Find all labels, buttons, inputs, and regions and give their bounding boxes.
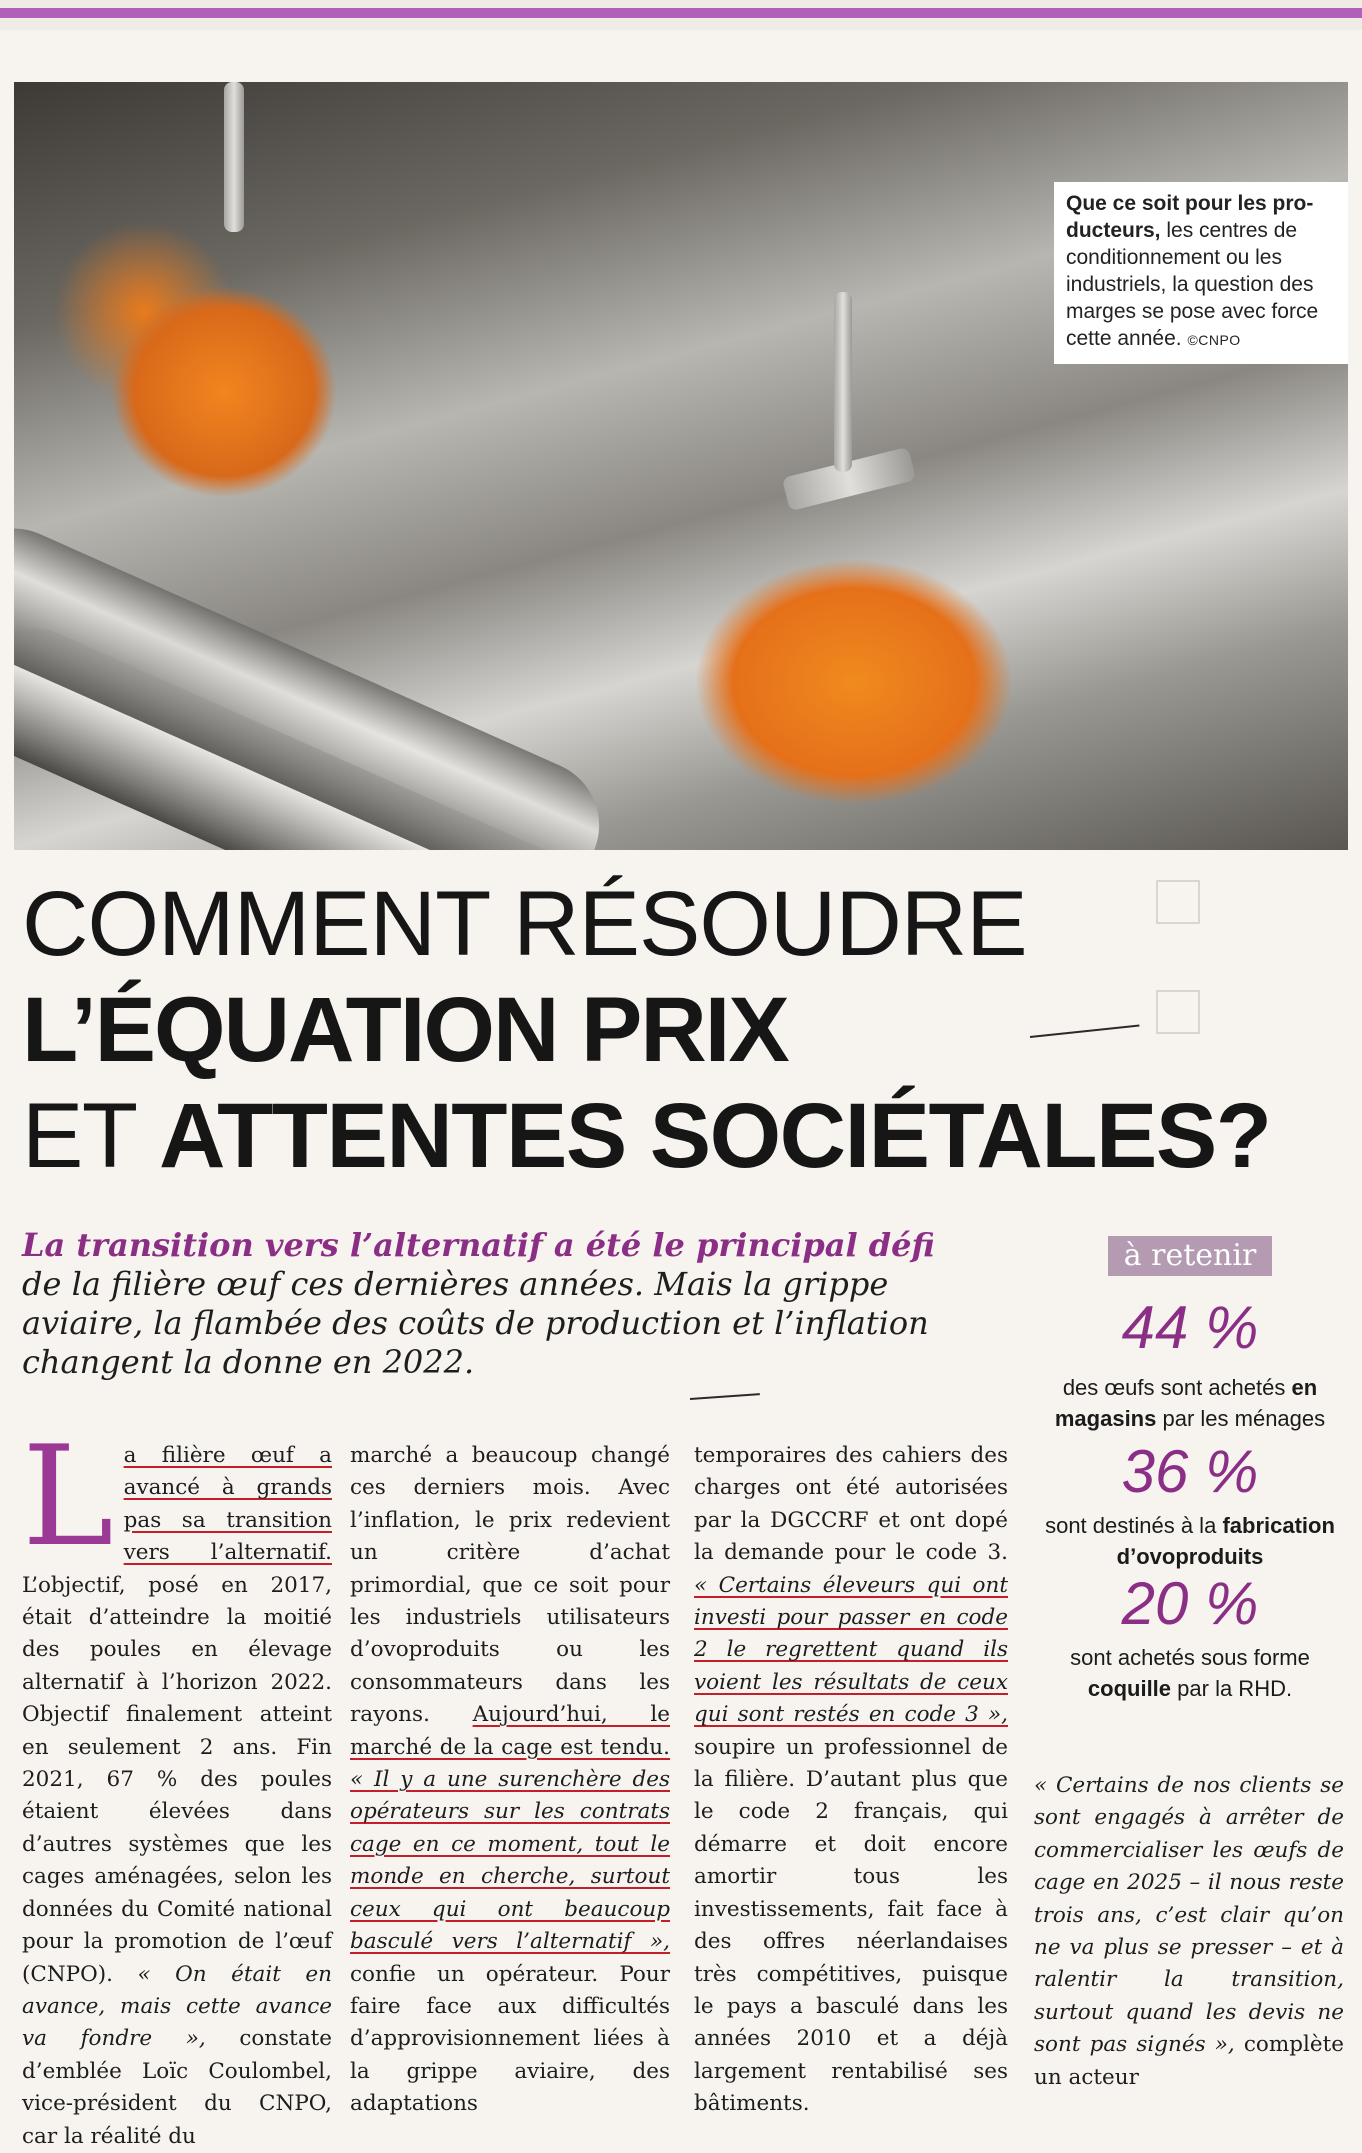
headline-line-2: L’ÉQUATION PRIX — [22, 979, 788, 1081]
stat-text-3 — [1030, 1642, 1350, 1704]
col2-underlined: Aujourd’hui, le marché de la cage est tendu. — [350, 1702, 670, 1760]
sidebar-tag: à retenir — [1108, 1236, 1272, 1276]
stat-1-post: par les ménages — [1162, 1406, 1326, 1431]
stat-text-2 — [1030, 1510, 1350, 1572]
col3-tail: soupire un professionnel de la filière. D’autant plus que le code 2 français, qui démarre et doit encore amortir tous les investissements, fait face à des offres néerlandaises très compétitives, puisque le pays a basculé dans les années 2010 et a déjà largement rentabilisé ses bâtiments. — [694, 1734, 1008, 2117]
faint-checkbox — [1156, 880, 1200, 924]
stat-3-bold: coquille — [1087, 1676, 1172, 1701]
col3-quote: « Certains éleveurs qui ont investi pour passer en code 2 le regrettent quand ils voient les résultats de ceux qui sont restés en code 3 », — [694, 1572, 1008, 1728]
article-column-4 — [1034, 1770, 1344, 2094]
lede-rest: de la filière œuf ces dernières années. Mais la grippe aviaire, la flambée des coûts de production et l’inflation changent la donne en 2022. — [22, 1265, 929, 1381]
lede-highlight: La transition vers l’alternatif a été le principal défi — [22, 1226, 935, 1264]
stat-value-3: 20 % — [1121, 1570, 1259, 1637]
col2-tail: confie un opérateur. Pour faire face aux difficultés d’approvisionnement liées à la grippe aviaire, des adaptations — [350, 1961, 670, 2117]
stat-3-pre: sont achetés sous forme — [1070, 1645, 1310, 1670]
col4-quote: « Certains de nos clients se sont engagés à arrêter de commercialiser les œufs de cage en 2025 – il nous reste trois ans, c’est clair qu’on ne va plus se presser – et à ralentir la transition, surtout quand les devis ne sont pas signés », — [1034, 1773, 1344, 2058]
stat-1-bold: en magasins — [1054, 1375, 1318, 1431]
col4-tail: complète un acteur — [1034, 2032, 1344, 2090]
col3-body: temporaires des cahiers des charges ont été autorisées par la DGCCRF et ont dopé la demande pour le code 3. — [694, 1443, 1008, 1566]
stat-value-1: 44 % — [1121, 1294, 1259, 1361]
col1-body: L’objectif, posé en 2017, était d’atteindre la moitié des poules en élevage alternatif à l’horizon 2022. Objectif finalement atteint en seulement 2 ans. Fin 2021, 67 % des poules étaient élevées dans d’autres systèmes que les cages aménagées, selon les données du Comité national pour la promotion de l’œuf (CNPO). — [22, 1572, 332, 1987]
photo-roller — [14, 508, 620, 850]
caption-credit: ©CNPO — [1187, 332, 1241, 348]
article-column-2 — [350, 1440, 670, 2121]
pen-mark — [690, 1393, 760, 1400]
col1-underlined: a filière œuf a avancé à grands pas sa transition vers l’alternatif. — [123, 1443, 332, 1566]
dropcap: L — [22, 1416, 114, 1577]
stat-text-1 — [1030, 1372, 1350, 1434]
headline-line-3 — [22, 1084, 1270, 1189]
article-column-3 — [694, 1440, 1008, 2121]
article-column-1 — [22, 1416, 332, 2153]
headline-line-1: COMMENT RÉSOUDRE — [22, 873, 1027, 975]
col1-tail: constate d’emblée Loïc Coulombel, vice-président du CNPO, car la réalité du — [22, 2026, 332, 2149]
photo-rod — [834, 292, 852, 472]
photo-rod — [224, 82, 244, 232]
egg-processing-photo — [14, 82, 1348, 850]
headline-line-3-bold: ATTENTES SOCIÉTALES? — [158, 1085, 1271, 1187]
faint-checkbox — [1156, 990, 1200, 1034]
col2-quote: « Il y a une surenchère des opérateurs sur les contrats cage en ce moment, tout le monde en cherche, surtout ceux qui ont beaucoup basculé vers l’alternatif », — [350, 1767, 670, 1955]
headline-line-3-light: ET — [22, 1085, 135, 1187]
col2-body: marché a beaucoup changé ces derniers mois. Avec l’inflation, le prix redevient un critère d’achat primordial, que ce soit pour les industriels utilisateurs d’ovoproduits ou les consommateurs dans les rayons. — [350, 1443, 670, 1728]
stat-3-post: par la RHD. — [1177, 1676, 1293, 1701]
stat-value-2: 36 % — [1121, 1438, 1259, 1505]
stat-2-bold: fabrication d’ovoproduits — [1116, 1513, 1335, 1569]
lede — [22, 1226, 982, 1382]
caption-lead: Que ce soit pour les pro-ducteurs, — [1066, 192, 1314, 242]
purple-rule — [0, 8, 1362, 18]
top-band — [0, 0, 1362, 30]
photo-caption — [1054, 182, 1348, 364]
caption-body: les centres de conditionnement ou les industriels, la question des marges se pose avec force cette année. — [1066, 219, 1319, 350]
stat-2-pre: sont destinés à la — [1045, 1513, 1217, 1538]
col1-quote: « On était en avance, mais cette avance va fondre », — [22, 1961, 332, 2052]
stat-1-pre: des œufs sont achetés — [1062, 1375, 1286, 1400]
pen-mark — [1030, 1025, 1140, 1038]
